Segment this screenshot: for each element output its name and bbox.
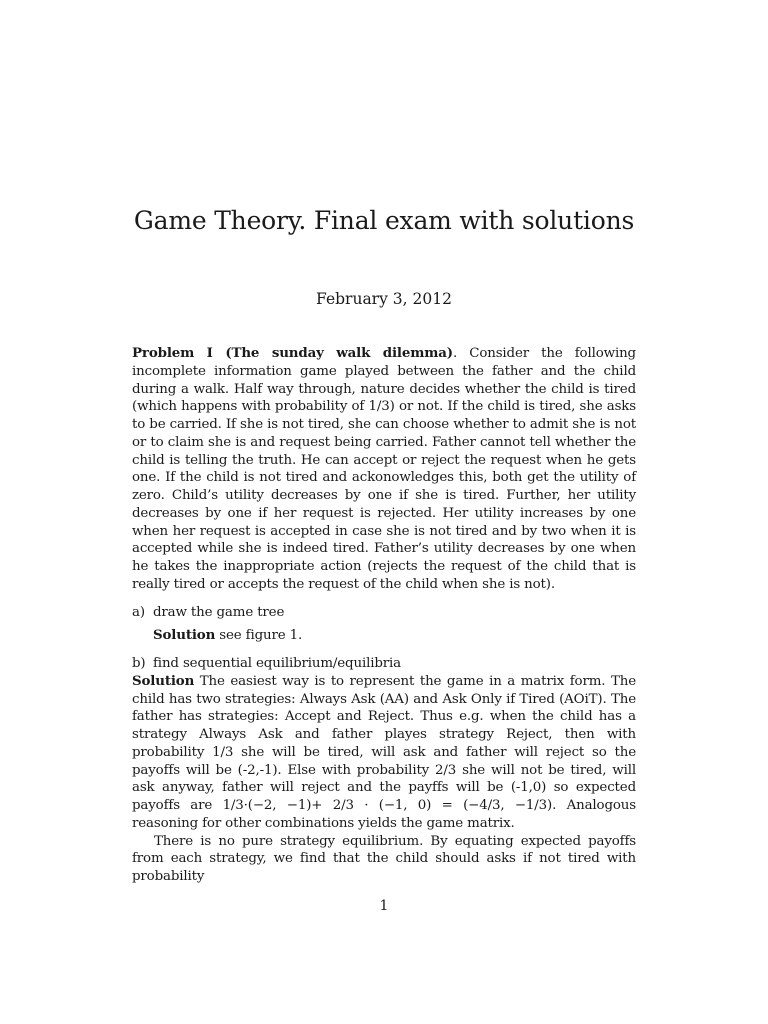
item-a-solution	[153, 627, 636, 645]
document-body	[132, 345, 636, 886]
solution-heading: Solution	[132, 672, 195, 689]
item-a-solution-text: see figure 1.	[215, 628, 303, 644]
item-b-text: find sequential equilibrium/equilibria	[153, 656, 401, 671]
equilibrium-paragraph: There is no pure strategy equilibrium. By equating expected payoffs from each strategy, we find that the child should asks if not tired with probability	[132, 833, 636, 884]
item-a-text: draw the game tree	[153, 604, 285, 620]
page-number: 1	[379, 898, 389, 914]
problem-paragraph	[132, 345, 636, 594]
list-item-a	[132, 604, 636, 646]
page-date: February 3, 2012	[316, 290, 452, 308]
item-b-label: b)	[132, 656, 146, 671]
solution-paragraph	[132, 673, 636, 833]
problem-text: . Consider the following incomplete information game played between the father and the child during a walk. Half way through, nature decides whether the child is tired (which happens with probability of 1/3) or not. If the child is tired, she asks to be carried. If she is not tired, she can choose whether to admit she is not or to claim she is and request being carried. Father cannot tell whether the child is telling the truth. He can accept or reject the request when he gets one. If the child is not tired and ackonowledges this, both get the utility of zero. Child’s utility decreases by one if she is tired. Further, her utility decreases by one if her request is rejected. Her utility increases by one when her request is accepted in case she is not tired and by two when it is accepted while she is indeed tired. Father’s utility decreases by one when he takes the inappropriate action (rejects the request of the child that is really tired or accepts the request of the child when she is not).	[132, 346, 636, 592]
item-a-label: a)	[132, 604, 145, 620]
item-a-solution-heading: Solution	[153, 627, 216, 644]
page-title: Game Theory. Final exam with solutions	[133, 206, 635, 235]
problem-heading: Problem I (The sunday walk dilemma)	[132, 345, 453, 361]
list-item-b	[132, 655, 636, 673]
solution-text: The easiest way is to represent the game in a matrix form. The child has two strategies: Always Ask (AA) and Ask Only if Tired (AOiT). The father has strategies: Accept and Reject. Thus e.g. when the child has a strategy Always Ask and father playes strategy Reject, then with probability 1/3 she will be tired, will ask and father will reject so the payoffs will be (-2,-1). Else with probability 2/3 she will not be tired, will ask anyway, father will reject and the payffs will be (-1,0) so expected payoffs are 1/3·(−2, −1)+ 2/3 · (−1, 0) = (−4/3, −1/3). Analogous reasoning for other combinations yields the game matrix.	[132, 673, 636, 831]
